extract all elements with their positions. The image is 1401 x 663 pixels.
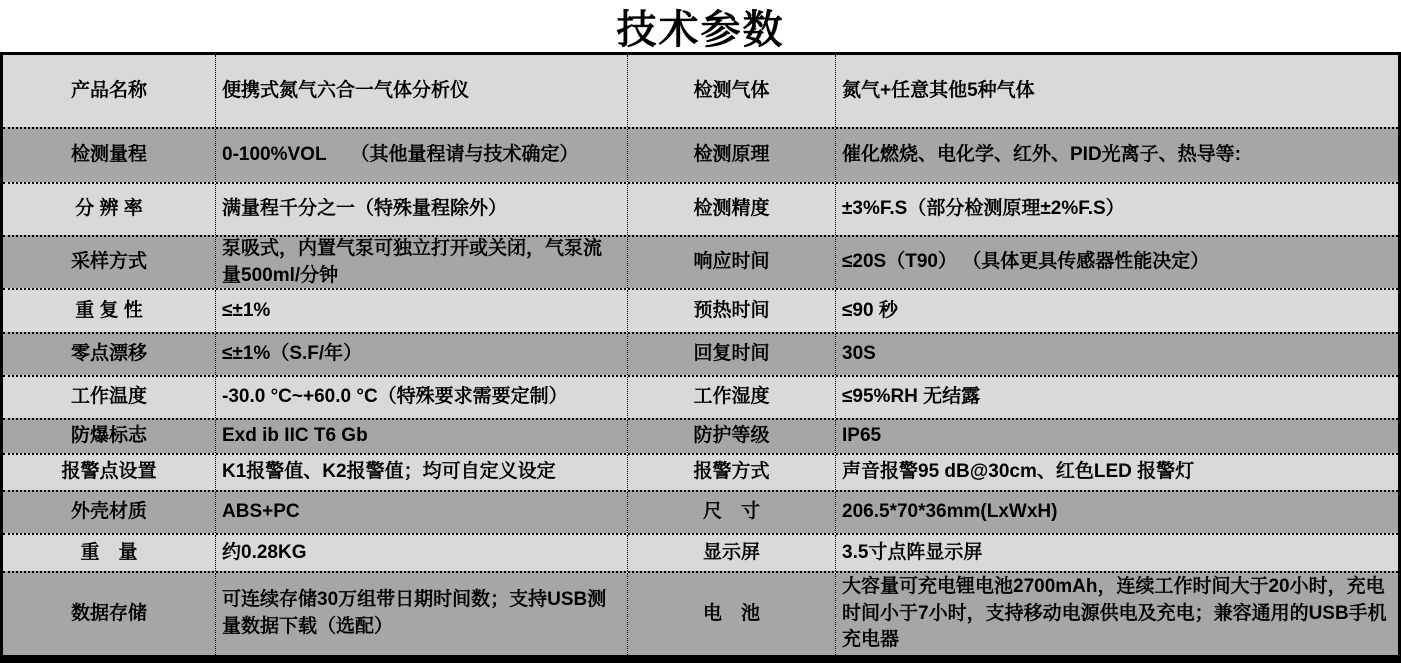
table-row bbox=[3, 332, 1398, 375]
param-label-cell: 显示屏 bbox=[627, 535, 835, 571]
param-value-cell: 可连续存储30万组带日期时间数；支持USB测量数据下载（选配） bbox=[215, 573, 627, 655]
table-row bbox=[3, 182, 1398, 235]
param-label-cell: 电 池 bbox=[627, 573, 835, 655]
table-row bbox=[3, 418, 1398, 453]
param-value-cell: ≤20S（T90） （具体更具传感器性能决定） bbox=[835, 237, 1398, 288]
table-row bbox=[3, 288, 1398, 332]
param-value-cell: 30S bbox=[835, 334, 1398, 375]
param-value-cell: 声音报警95 dB@30cm、红色LED 报警灯 bbox=[835, 455, 1398, 490]
param-value-cell: IP65 bbox=[835, 420, 1398, 453]
param-label-cell: 工作温度 bbox=[70, 386, 147, 408]
param-value-cell: ≤±1%（S.F/年） bbox=[215, 334, 627, 375]
param-value-cell: 满量程千分之一（特殊量程除外） bbox=[215, 184, 627, 235]
table-row bbox=[3, 55, 1398, 127]
param-label-cell: 外壳材质 bbox=[70, 501, 147, 523]
table-row bbox=[3, 453, 1398, 490]
param-label-cell: 产品名称 bbox=[70, 79, 147, 101]
table-row bbox=[3, 127, 1398, 182]
param-value-cell: 泵吸式，内置气泵可独立打开或关闭，气泵流量500ml/分钟 bbox=[215, 237, 627, 288]
table-row bbox=[3, 533, 1398, 571]
param-label-cell: 检测量程 bbox=[70, 144, 147, 166]
param-value-cell: 催化燃烧、电化学、红外、PID光离子、热导等: bbox=[835, 129, 1398, 182]
param-value-cell: 0-100%VOL （其他量程请与技术确定） bbox=[215, 129, 627, 182]
param-value-cell: 氮气+任意其他5种气体 bbox=[835, 55, 1398, 127]
param-label-cell: 工作湿度 bbox=[627, 377, 835, 418]
param-value-cell: -30.0 °C~+60.0 °C（特殊要求需要定制） bbox=[215, 377, 627, 418]
param-label-cell: 响应时间 bbox=[627, 237, 835, 288]
param-value-cell: 大容量可充电锂电池2700mAh，连续工作时间大于20小时，充电时间小于7小时，支持移动电源供电及充电；兼容通用的USB手机充电器 bbox=[835, 573, 1398, 655]
param-value-cell: ±3%F.S（部分检测原理±2%F.S） bbox=[835, 184, 1398, 235]
param-value-cell: 便携式氮气六合一气体分析仪 bbox=[215, 55, 627, 127]
param-label-cell: 检测精度 bbox=[627, 184, 835, 235]
param-value-cell: Exd ib IIC T6 Gb bbox=[215, 420, 627, 453]
param-label-cell: 重 复 性 bbox=[75, 299, 143, 321]
param-label-cell: 检测气体 bbox=[627, 55, 835, 127]
param-label-cell: 报警方式 bbox=[627, 455, 835, 490]
param-value-cell: ≤95%RH 无结露 bbox=[835, 377, 1398, 418]
page-title: 技术参数 bbox=[616, 7, 785, 52]
param-value-cell: K1报警值、K2报警值；均可自定义设定 bbox=[215, 455, 627, 490]
param-label-cell: 检测原理 bbox=[627, 129, 835, 182]
param-value-cell: ≤±1% bbox=[215, 290, 627, 332]
param-label-cell: 防爆标志 bbox=[70, 425, 147, 447]
param-label-cell: 回复时间 bbox=[627, 334, 835, 375]
param-label-cell: 分 辨 率 bbox=[75, 198, 143, 220]
param-label-cell: 重 量 bbox=[80, 541, 138, 563]
param-label-cell: 报警点设置 bbox=[61, 461, 157, 483]
param-label-cell: 采样方式 bbox=[70, 251, 147, 273]
spec-table bbox=[0, 52, 1401, 663]
param-value-cell: ABS+PC bbox=[215, 492, 627, 533]
param-label-cell: 尺 寸 bbox=[627, 492, 835, 533]
param-value-cell: 3.5寸点阵显示屏 bbox=[835, 535, 1398, 571]
param-label-cell: 预热时间 bbox=[627, 290, 835, 332]
table-row bbox=[3, 571, 1398, 655]
table-row bbox=[3, 490, 1398, 533]
param-value-cell: 约0.28KG bbox=[215, 535, 627, 571]
table-row bbox=[3, 235, 1398, 288]
param-label-cell: 防护等级 bbox=[627, 420, 835, 453]
param-value-cell: ≤90 秒 bbox=[835, 290, 1398, 332]
table-row bbox=[3, 375, 1398, 418]
param-label-cell: 数据存储 bbox=[70, 602, 147, 624]
param-value-cell: 206.5*70*36mm(LxWxH) bbox=[835, 492, 1398, 533]
param-label-cell: 零点漂移 bbox=[70, 343, 147, 365]
